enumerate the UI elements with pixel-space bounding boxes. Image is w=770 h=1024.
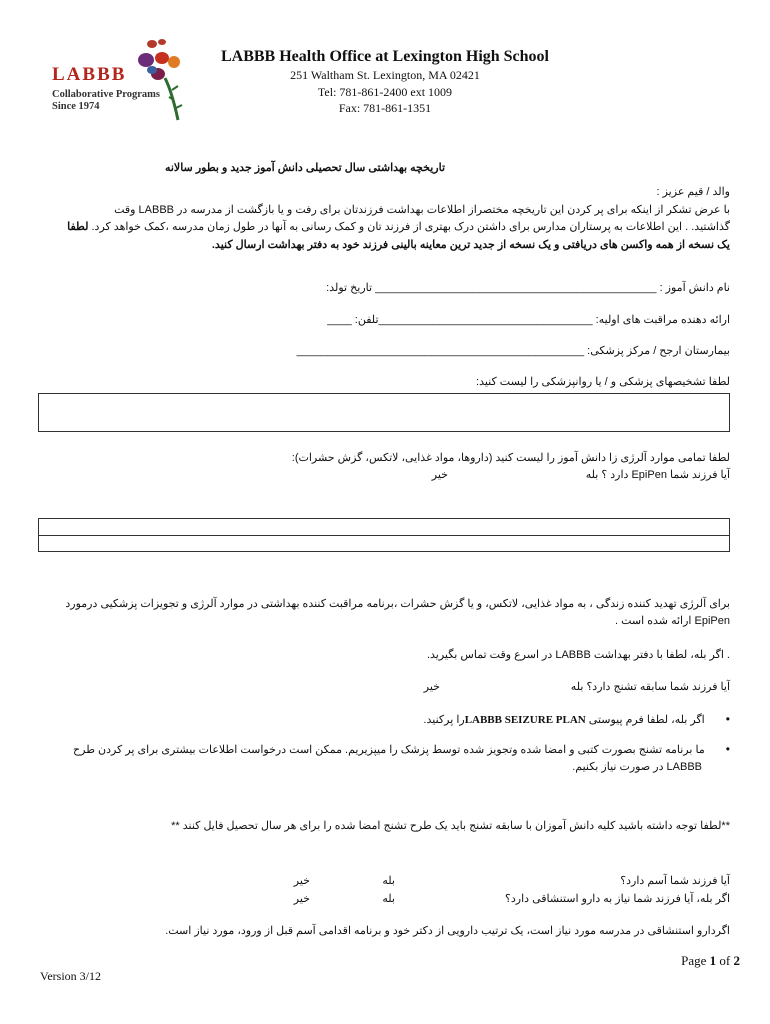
seizure-note: **لطفا توجه داشته باشید کلیه دانش آموزان با سابقه تشنج باید یک طرح تشنج امضا شده را برای هر سال تحصیل فایل کنند ** xyxy=(171,820,730,832)
seizure-bullet2-line2: LABBB در صورت نیاز بکنیم. xyxy=(572,761,702,773)
bullet-icon: • xyxy=(725,742,730,756)
inhaler-no[interactable]: خیر xyxy=(293,893,310,905)
epipen-question: آیا فرزند شما EpiPen دارد ؟ بله xyxy=(585,469,730,481)
hospital-field[interactable]: بیمارستان ارجح / مرکز پزشکی: _______________________________________________ xyxy=(296,345,730,357)
allergies-table[interactable] xyxy=(38,518,730,552)
seizure-bullet1: • اگر بله، لطفا فرم پیوستی LABBB SEIZURE PLANرا پرکنید. xyxy=(423,712,730,726)
fax: Fax: 781-861-1351 xyxy=(338,101,432,115)
labbb-logo xyxy=(40,30,200,125)
greeting: والد / قیم عزیز : xyxy=(656,186,730,198)
version-label: Version 3/12 xyxy=(40,969,101,983)
seizure-bullet2: • ما برنامه تشنج بصورت کتبی و امضا شده وتجویز شده توسط پزشک را میپزیریم. ممکن است درخواست اطلاعات بیشتری برای پر کردن طرح xyxy=(73,742,730,756)
contact-line: . اگر بله، لطفا با دفتر بهداشت LABBB در اسرع وقت تماس بگیرید. xyxy=(426,649,730,661)
form-heading: تاریخچه بهداشتی سال تحصیلی دانش آموز جدید و بطور سالانه xyxy=(164,162,446,174)
logo-subtitle: Collaborative Programs xyxy=(52,89,160,100)
inhaler-note: اگردارو استنشاقی در مدرسه مورد نیاز است، یک ترتیب دارویی از دکتر خود و برنامه اقدامی آسم قبل از ورود، مورد نیاز است. xyxy=(165,925,730,937)
intro-line2: گذاشتید. . این اطلاعات به پرستاران مدارس برای داشتن درک بهتری از فرزند تان و کمک رسانی به آنها در طول زمان مدرسه ،کمک خواهد کرد. xyxy=(91,221,730,233)
asthma-question: آیا فرزند شما آسم دارد؟ xyxy=(620,875,730,887)
logo-since: Since 1974 xyxy=(52,101,100,112)
inhaler-yes[interactable]: بله xyxy=(382,893,395,905)
diagnoses-textbox[interactable] xyxy=(38,393,730,432)
student-name-field[interactable]: نام دانش آموز : ______________________________________________ تاریخ تولد: xyxy=(326,282,730,294)
asthma-no[interactable]: خیر xyxy=(293,875,310,887)
asthma-yes[interactable]: بله xyxy=(382,875,395,887)
intro-line1: با عرض تشکر از اینکه برای پر کردن این تاریخچه مختصراز اطلاعات بهداشت فرزندتان برای رفت و یا بازگشت از مدرسه در LABBB وقت xyxy=(114,204,730,216)
inhaler-question: اگر بله، آیا فرزند شما نیاز به دارو استنشاقی دارد؟ xyxy=(505,893,730,905)
lifethreat-line2: EpiPen ارائه شده است . xyxy=(615,615,730,627)
address: 251 Waltham St. Lexington, MA 02421 xyxy=(290,68,480,82)
page-title: LABBB Health Office at Lexington High School xyxy=(220,48,549,65)
seizure-no[interactable]: خیر xyxy=(423,681,440,693)
allergies-label: لطفا تمامی موارد آلرژی زا دانش آموز را لیست کنید (داروها، مواد غذایی، لاتکس، گزش حشرات): xyxy=(291,452,730,464)
seizure-plan-link: LABBB SEIZURE PLAN xyxy=(464,714,586,726)
seizure-question: آیا فرزند شما سابقه تشنج دارد؟ بله xyxy=(570,681,730,693)
telephone: Tel: 781-861-2400 ext 1009 xyxy=(317,85,453,99)
diagnoses-label: لطفا تشخیصهای پزشکی و / یا روانپزشکی را لیست کنید: xyxy=(476,376,730,388)
lifethreat-line1: برای آلرژی تهدید کننده زندگی ، به مواد غذایی، لاتکس، و یا گزش حشرات ،برنامه مراقبت کننده بهداشتی در موارد آلرژی و تجویزات پزشکیی درمورد xyxy=(65,598,730,610)
intro-line3: یک نسخه از همه واکسن های دریافتی و یک نسخه از جدید ترین معاینه بالینی فرزند خود به دفتر بهداشت ارسال کنید. xyxy=(211,239,730,251)
epipen-no[interactable]: خیر xyxy=(431,469,448,481)
intro-bold-word: لطفا xyxy=(67,221,89,233)
bullet-icon: • xyxy=(725,712,730,726)
table-divider xyxy=(39,535,729,536)
page-number: Page 1 of 2 xyxy=(681,953,740,968)
intro-line2-wrap xyxy=(40,219,730,236)
primary-care-field[interactable]: ارائه دهنده مراقبت های اولیه: ___________________________________تلفن: ____ xyxy=(327,314,730,326)
logo-text: LABBB xyxy=(52,64,127,85)
